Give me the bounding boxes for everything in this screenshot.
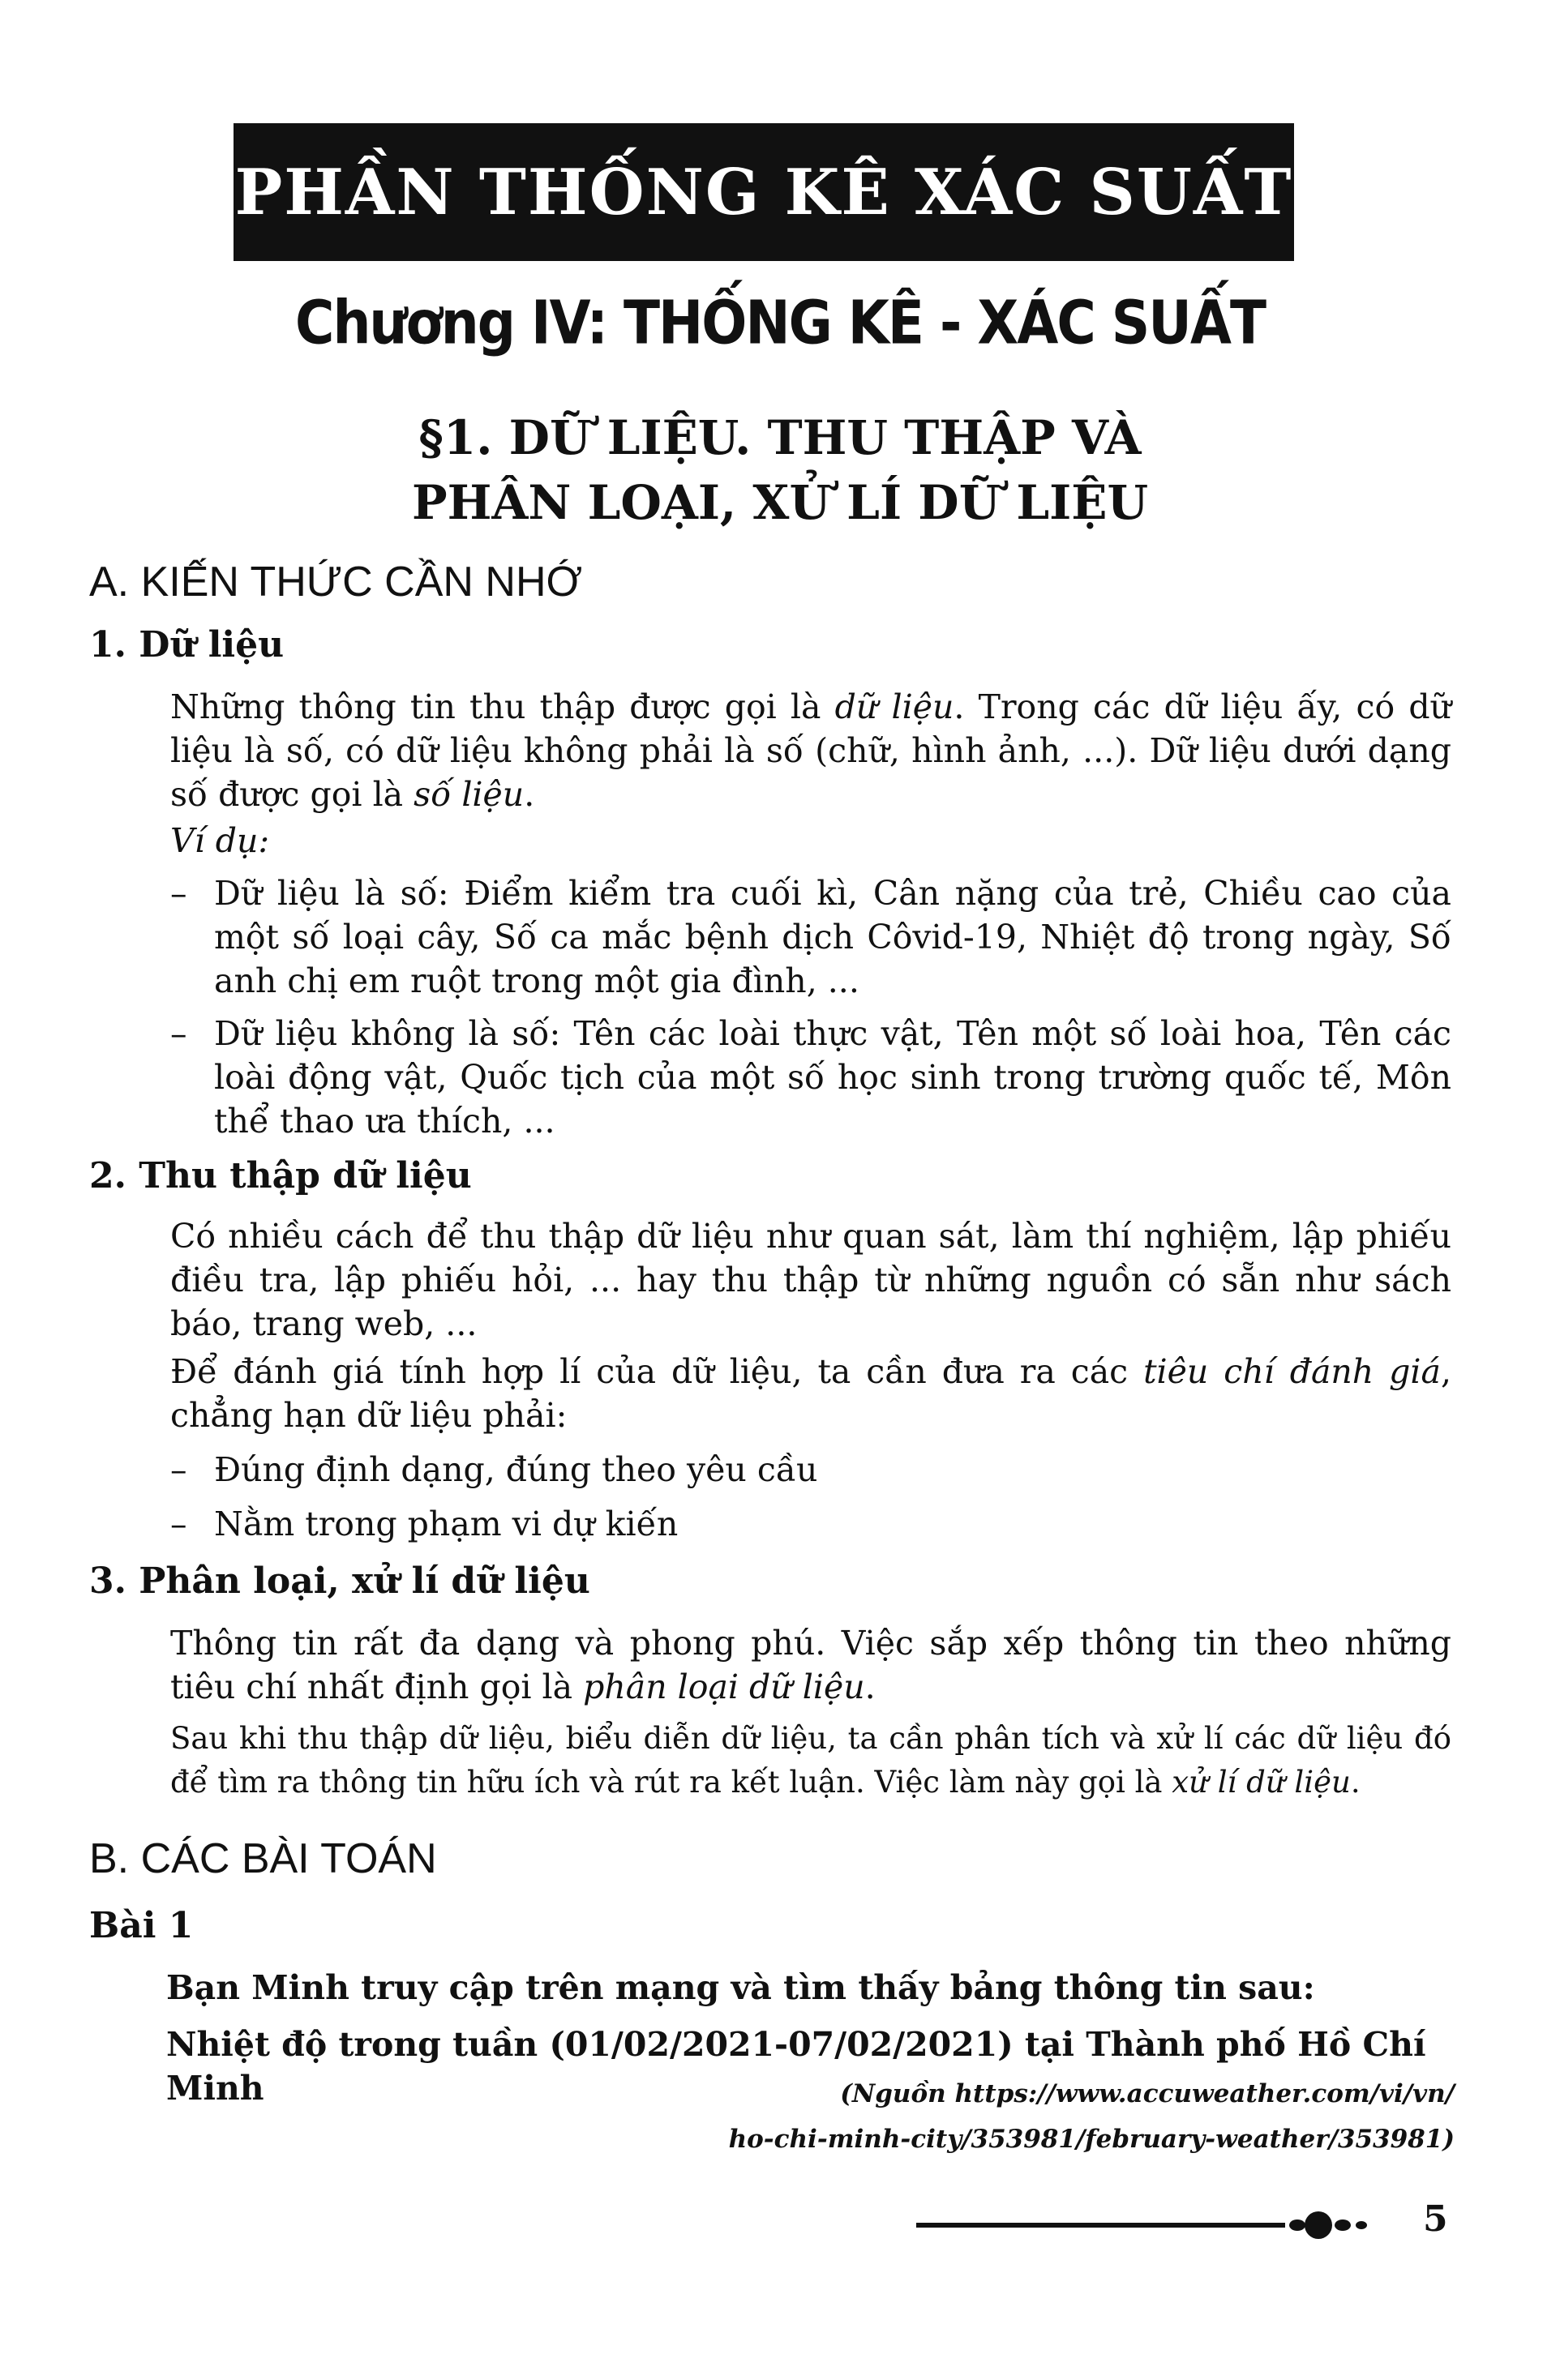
s2-bullet-2-text: Nằm trong phạm vi dự kiến <box>214 1505 679 1543</box>
example-label-text: Ví dụ: <box>170 821 270 860</box>
bai-1-heading: Bài 1 <box>89 1905 194 1946</box>
s2-text-a: Để đánh giá tính hợp lí của dữ liệu, ta cần đưa ra các <box>170 1352 1144 1391</box>
s1-term-so-lieu: số liệu <box>414 775 525 814</box>
s1-term-du-lieu: dữ liệu <box>834 687 954 726</box>
s3-text-c: Sau khi thu thập dữ liệu, biểu diễn dữ liệu, ta cần phân tích và xử lí các dữ liệu đó để tìm ra thông tin hữu ích và rút ra kết luận. Việc làm này gọi là <box>170 1721 1451 1800</box>
bai-1-table-title: Nhiệt độ trong tuần (01/02/2021-07/02/2021) tại Thành phố Hồ Chí Minh <box>166 2025 1426 2108</box>
s1-text-b: . Trong các dữ liệu ấy, có dữ liệu là số, có dữ liệu không phải là số (chữ, hình ảnh, ...). Dữ liệu dưới dạng số được gọi là <box>170 687 1451 814</box>
subsection-3-heading: 3. Phân loại, xử lí dữ liệu <box>89 1560 590 1602</box>
s1-bullet-2-text: Dữ liệu không là số: Tên các loài thực vật, Tên một số loài hoa, Tên các loài động vật, Quốc tịch của một số học sinh trong trường quốc tế, Môn thể thao ưa thích, ... <box>214 1014 1451 1141</box>
section-a-heading: A. KIẾN THỨC CẦN NHỚ <box>89 559 583 606</box>
lesson-title <box>0 405 1560 535</box>
s3-paragraph-1 <box>170 1621 1451 1709</box>
dash: – <box>170 1505 187 1543</box>
s2-bullet-2 <box>170 1502 1451 1546</box>
part-banner <box>234 123 1294 261</box>
footer-ornament-icon <box>1283 2208 1380 2242</box>
lesson-title-line2: PHÂN LOẠI, XỬ LÍ DỮ LIỆU <box>411 475 1149 530</box>
subsection-1-heading: 1. Dữ liệu <box>89 624 285 666</box>
s3-paragraph-2 <box>170 1717 1451 1804</box>
s2-paragraph-1: Có nhiều cách để thu thập dữ liệu như quan sát, làm thí nghiệm, lập phiếu điều tra, lập phiếu hỏi, ... hay thu thập từ những nguồn có sẵn như sách báo, trang web, ... <box>170 1217 1451 1343</box>
dash: – <box>170 1450 187 1489</box>
s1-paragraph <box>170 685 1451 816</box>
page-number: 5 <box>1423 2198 1448 2240</box>
source-line-1: (Nguồn https://www.accuweather.com/vi/vn/ <box>840 2079 1455 2108</box>
s3-text-b: . <box>864 1667 876 1706</box>
part-title: PHẦN THỐNG KÊ XÁC SUẤT <box>234 155 1293 229</box>
s3-term: phân loại dữ liệu <box>583 1667 865 1706</box>
s1-text-a: Những thông tin thu thập được gọi là <box>170 687 835 726</box>
s2-bullet-1 <box>170 1448 1451 1492</box>
s3-text-a: Thông tin rất đa dạng và phong phú. Việc sắp xếp thông tin theo những tiêu chí nhất định gọi là <box>170 1624 1451 1706</box>
s1-bullet-1 <box>170 871 1451 1003</box>
lesson-title-line1: §1. DỮ LIỆU. THU THẬP VÀ <box>418 410 1142 465</box>
s2-paragraph-2 <box>170 1350 1451 1437</box>
s1-bullet-2 <box>170 1012 1451 1143</box>
footer-rule <box>916 2223 1285 2228</box>
bai-1-intro: Bạn Minh truy cập trên mạng và tìm thấy bảng thông tin sau: <box>166 1968 1315 2007</box>
source-line-2: ho-chi-minh-city/353981/february-weather/353981) <box>728 2125 1455 2154</box>
s1-text-c: . <box>524 775 535 814</box>
example-label <box>170 819 1451 863</box>
s2-text-b: , chẳng hạn dữ liệu phải: <box>170 1352 1451 1435</box>
dash: – <box>170 1014 187 1053</box>
s3-text-d: . <box>1350 1765 1361 1800</box>
s3-term-2: xử lí dữ liệu <box>1172 1765 1351 1800</box>
dash: – <box>170 874 187 913</box>
chapter-title: Chương IV: THỐNG KÊ - XÁC SUẤT <box>295 288 1265 358</box>
s2-term: tiêu chí đánh giá <box>1143 1352 1441 1391</box>
section-b-heading: B. CÁC BÀI TOÁN <box>89 1835 437 1882</box>
s1-bullet-1-text: Dữ liệu là số: Điểm kiểm tra cuối kì, Cân nặng của trẻ, Chiều cao của một số loại cây, Số ca mắc bệnh dịch Côvid-19, Nhiệt độ trong ngày, Số anh chị em ruột trong một gia đình, ... <box>214 874 1451 1000</box>
subsection-2-heading: 2. Thu thập dữ liệu <box>89 1155 472 1196</box>
s2-bullet-1-text: Đúng định dạng, đúng theo yêu cầu <box>214 1450 818 1489</box>
